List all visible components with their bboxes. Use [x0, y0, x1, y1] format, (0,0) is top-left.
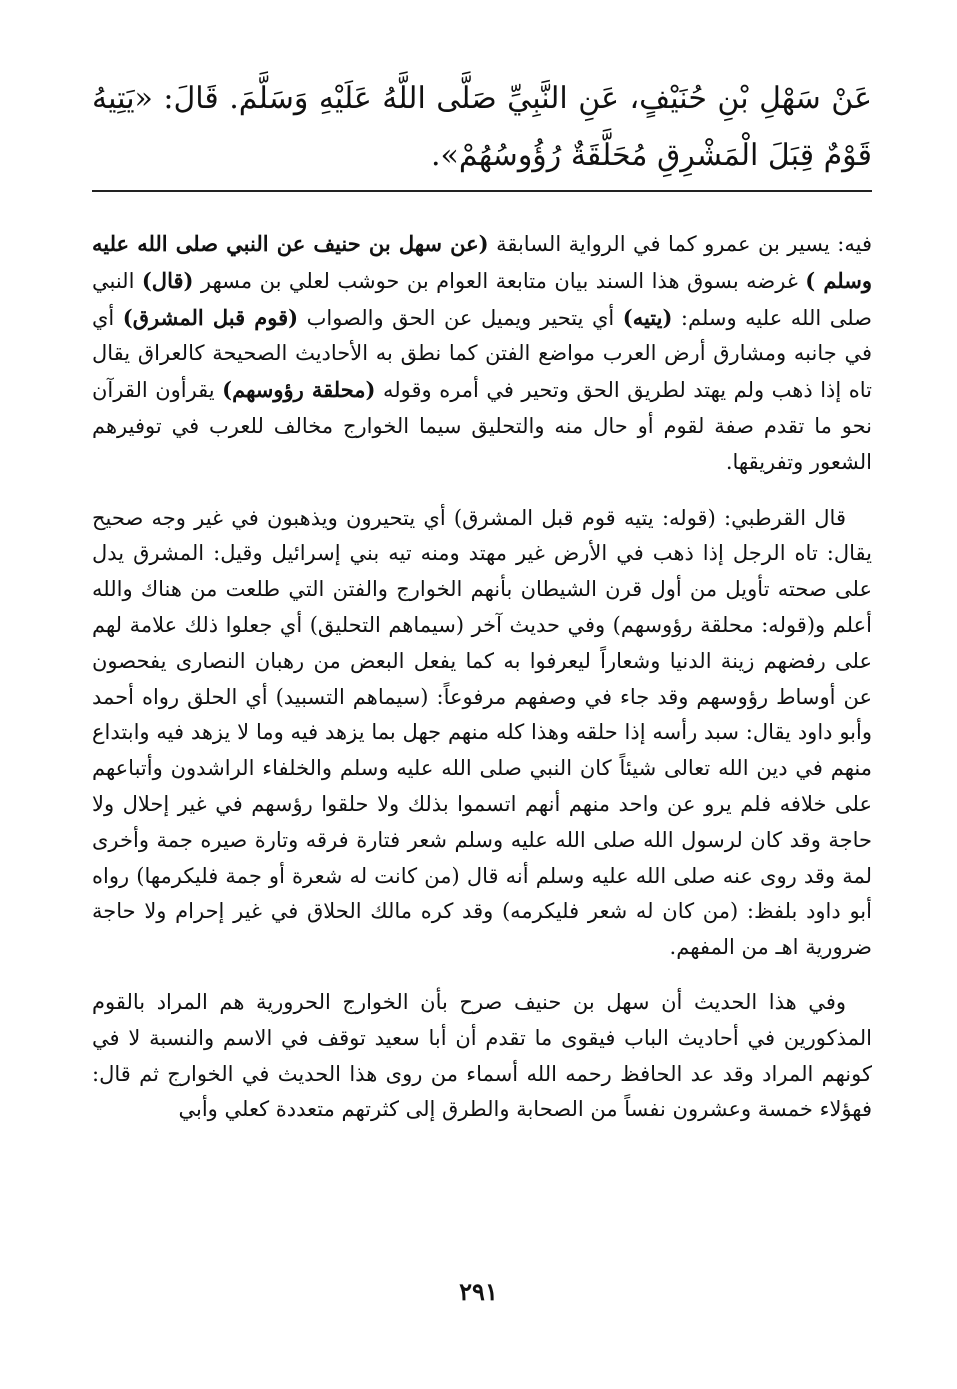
bold-quote: (عن سهل بن حنيف عن النبي صلى الله عليه وسلم ): [92, 231, 872, 293]
text-run: يقرأون القرآن نحو ما تقدم صفة لقوم أو حال منه والتحليق سيما الخوارج مخالف للعرب في توفيرهم الشعور وتفريقها.: [92, 378, 872, 474]
text-run: النبي صلى الله عليه وسلم:: [92, 268, 872, 330]
text-run: غرضه بسوق هذا السند بيان متابعة العوام بن حوشب لعلي بن مسهر: [193, 268, 806, 293]
text-run: أي يتحير ويميل عن الحق والصواب: [298, 305, 623, 330]
bold-quote: (يتيه): [622, 304, 673, 330]
page-number: ٢٩١: [459, 1277, 498, 1306]
separator-line: [92, 190, 872, 192]
commentary-paragraph-2: قال القرطبي: (قوله: يتيه قوم قبل المشرق) أي يتحيرون ويذهبون في غير وجه صحيح يقال: تاه الرجل إذا ذهب في الأرض غير مهتد ومنه تيه بني إسرائيل وقيل: المشرق يدل على صحته تأويل من أول قرن الشيطان بأنهم الخوارج والفتن التي طلعت من هناك والله أعلم و(قوله: محلقة رؤوسهم) وفي حديث آخر (سيماهم التحليق) أي جعلوا ذلك علامة لهم على رفضهم زينة الدنيا وشعاراً ليعرفوا به كما يفعل البعض من رهبان النصارى يفحصون عن أوساط رؤوسهم وقد جاء في وصفهم مرفوعاً: (سيماهم التسبيد) أي الحلق رواه أحمد وأبو داود يقال: سبد رأسه إذا حلقه وهذا كله منهم جهل بما يزهد فيه وما لا يزهد فيه وابتداع منهم في دين الله تعالى شيئاً كان النبي صلى الله عليه وسلم والخلفاء الراشدون وأتباعهم على خلافه فلم يرو عن واحد منهم أنهم اتسموا بذلك ولا حلقوا رؤسهم في غير إحلال ولا حاجة وقد كان لرسول الله صلى الله عليه وسلم شعر فتارة فرقه وتارة صيره جمة وأخرى لمة وقد روى عنه صلى الله عليه وسلم أنه قال (من كانت له شعرة أو جمة فليكرمها) رواه أبو داود بلفظ: (من كان له شعر فليكرمه) وقد كره مالك الحلاق في غير إحرام ولا حاجة ضرورية اهـ من المفهم.: [92, 505, 872, 960]
commentary-paragraph-1: [92, 226, 872, 481]
commentary: [92, 226, 872, 1128]
text-run: فيه: يسير بن عمرو كما في الرواية السابقة: [488, 232, 872, 256]
bold-quote: (قوم قبل المشرق): [122, 304, 299, 330]
bold-quote: (محلقة رؤوسهم): [222, 377, 376, 403]
paragraph-gap: [92, 966, 872, 985]
bold-quote: (قال): [141, 267, 194, 293]
paragraph-gap: [92, 481, 872, 501]
text-run: أي في جانبه ومشارق أرض العرب مواضع الفتن كما نطق به الأحاديث الصحيحة كالعراق يقال تاه إذا ذهب ولم يهتد لطريق الحق وتحير في أمره وقوله: [92, 305, 872, 403]
commentary-paragraph-3: وفي هذا الحديث أن سهل بن حنيف صرح بأن الخوارج الحرورية هم المراد بالقوم المذكورين في أحاديث الباب فيقوى ما تقدم أن أبا سعيد توقف في الاسم والنسبة لا في كونهم المراد وقد عد الحافظ رحمه الله أسماء من روى هذا الحديث في الخوارج ثم قال: فهؤلاء خمسة وعشرون نفساً من الصحابة والطرق إلى كثرتهم متعددة كعلي وأبي: [92, 989, 873, 1122]
hadith-text: عَنْ سَهْلِ بْنِ حُنَيْفٍ، عَنِ النَّبِيِّ صَلَّى اللَّهُ عَلَيْهِ وَسَلَّمَ. قَالَ: «يَتِيهُ قَوْمٌ قِبَلَ الْمَشْرِقِ مُحَلَّقَةٌ رُؤُوسُهُمْ».: [92, 81, 872, 173]
